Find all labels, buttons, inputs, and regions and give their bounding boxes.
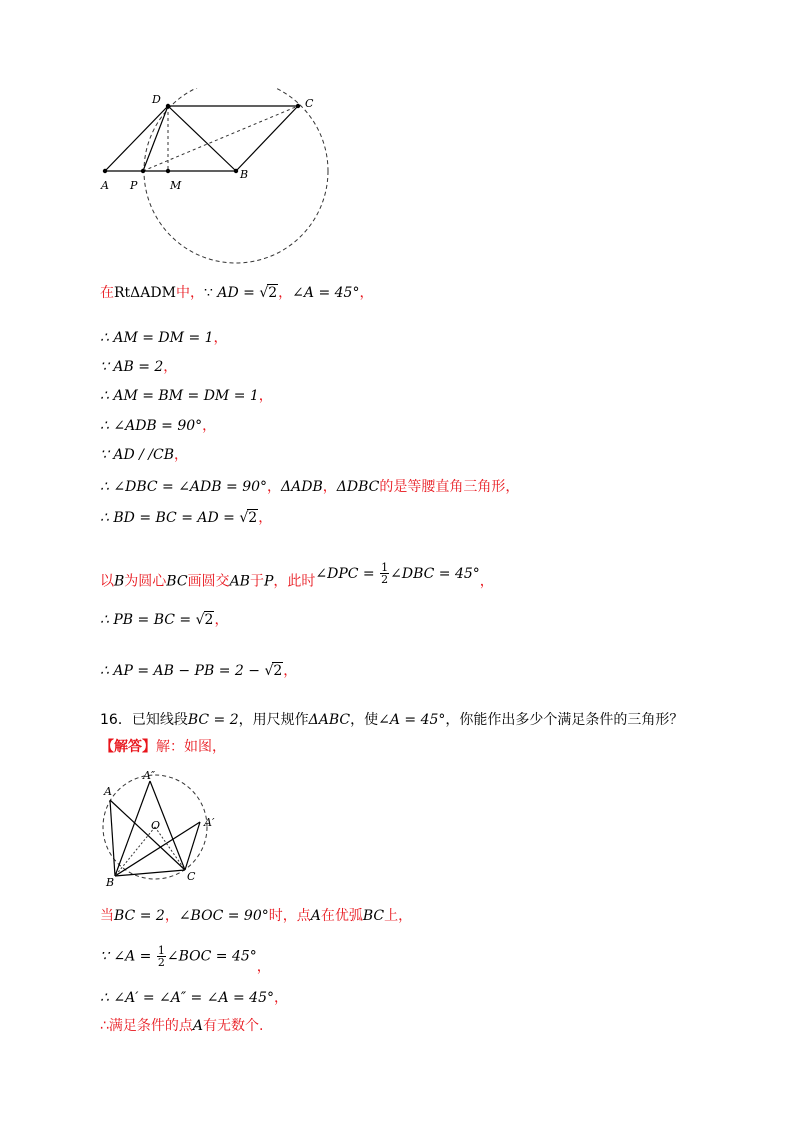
proof2-line3: ∴ ∠A′ = ∠A″ = ∠A = 45°， — [100, 990, 288, 1006]
label-d: D — [152, 93, 161, 106]
point-a — [103, 169, 107, 173]
dashed-circle — [144, 88, 328, 263]
segment-ab — [110, 800, 115, 876]
answer-heading: 【解答】解：如图， — [100, 739, 226, 755]
point-d — [166, 104, 170, 108]
proof1-line8: ∴ BD = BC = AD = √2， — [100, 510, 273, 526]
label-c: C — [187, 870, 196, 883]
label-a-prime: A′ — [204, 816, 215, 829]
segment-bc — [115, 870, 185, 876]
point-b — [234, 169, 238, 173]
proof1-line4: ∴ AM = BM = DM = 1， — [100, 388, 273, 404]
label-a: A — [101, 179, 109, 192]
proof1-line3: ∵ AB = 2， — [100, 359, 178, 375]
figure-circle-triangles — [95, 765, 225, 890]
label-m: M — [170, 179, 182, 192]
point-p — [141, 169, 145, 173]
label-a: A — [104, 785, 112, 798]
segment-db — [168, 106, 236, 171]
proof1-line6: ∵ AD / /CB， — [100, 447, 189, 463]
segment-ob — [115, 827, 155, 876]
proof1-line10: ∴ PB = BC = √2， — [100, 612, 229, 628]
segment-pc — [143, 106, 298, 171]
label-b: B — [240, 168, 249, 181]
label-b: B — [106, 876, 115, 889]
proof1-line11: ∴ AP = AB − PB = 2 − √2， — [100, 663, 298, 679]
proof2-line1: 当BC = 2，∠BOC = 90°时，点A在优弧BC上， — [100, 908, 413, 924]
proof1-line7: ∴ ∠DBC = ∠ADB = 90°，ΔADB，ΔDBC的是等腰直角三角形， — [100, 479, 520, 495]
segment-bc — [236, 106, 298, 171]
proof1-line5: ∴ ∠ADB = 90°， — [100, 418, 217, 434]
problem-16: 16．已知线段BC = 2，用尺规作ΔABC，使∠A = 45°，你能作出多少个满足条件的三角形？ — [100, 712, 684, 728]
label-c: C — [305, 97, 314, 110]
point-c — [296, 104, 300, 108]
segment-ad — [105, 106, 168, 171]
segment-a1c — [185, 822, 200, 870]
point-m — [166, 169, 170, 173]
label-p: P — [130, 179, 138, 192]
figure-trapezoid-circle — [95, 88, 345, 273]
segment-dp — [143, 106, 168, 171]
label-o: O — [151, 819, 161, 832]
proof2-line4: ∴满足条件的点A有无数个. — [100, 1018, 264, 1034]
proof1-line9: 以B为圆心BC画圆交AB于P，此时∠DPC = $\frac{1}{2}$ ∠DBC = 45°， — [100, 561, 494, 590]
proof1-line2: ∴ AM = DM = 1， — [100, 330, 228, 346]
proof1-line1: 在RtΔADM中，∵ AD = √2，∠A = 45°， — [100, 285, 374, 301]
proof2-line2: ∵ ∠A = $\frac{1}{2}$ ∠BOC = 45°， — [100, 944, 271, 975]
segment-a2b — [115, 781, 150, 876]
label-a-double-prime: A″ — [143, 769, 156, 782]
